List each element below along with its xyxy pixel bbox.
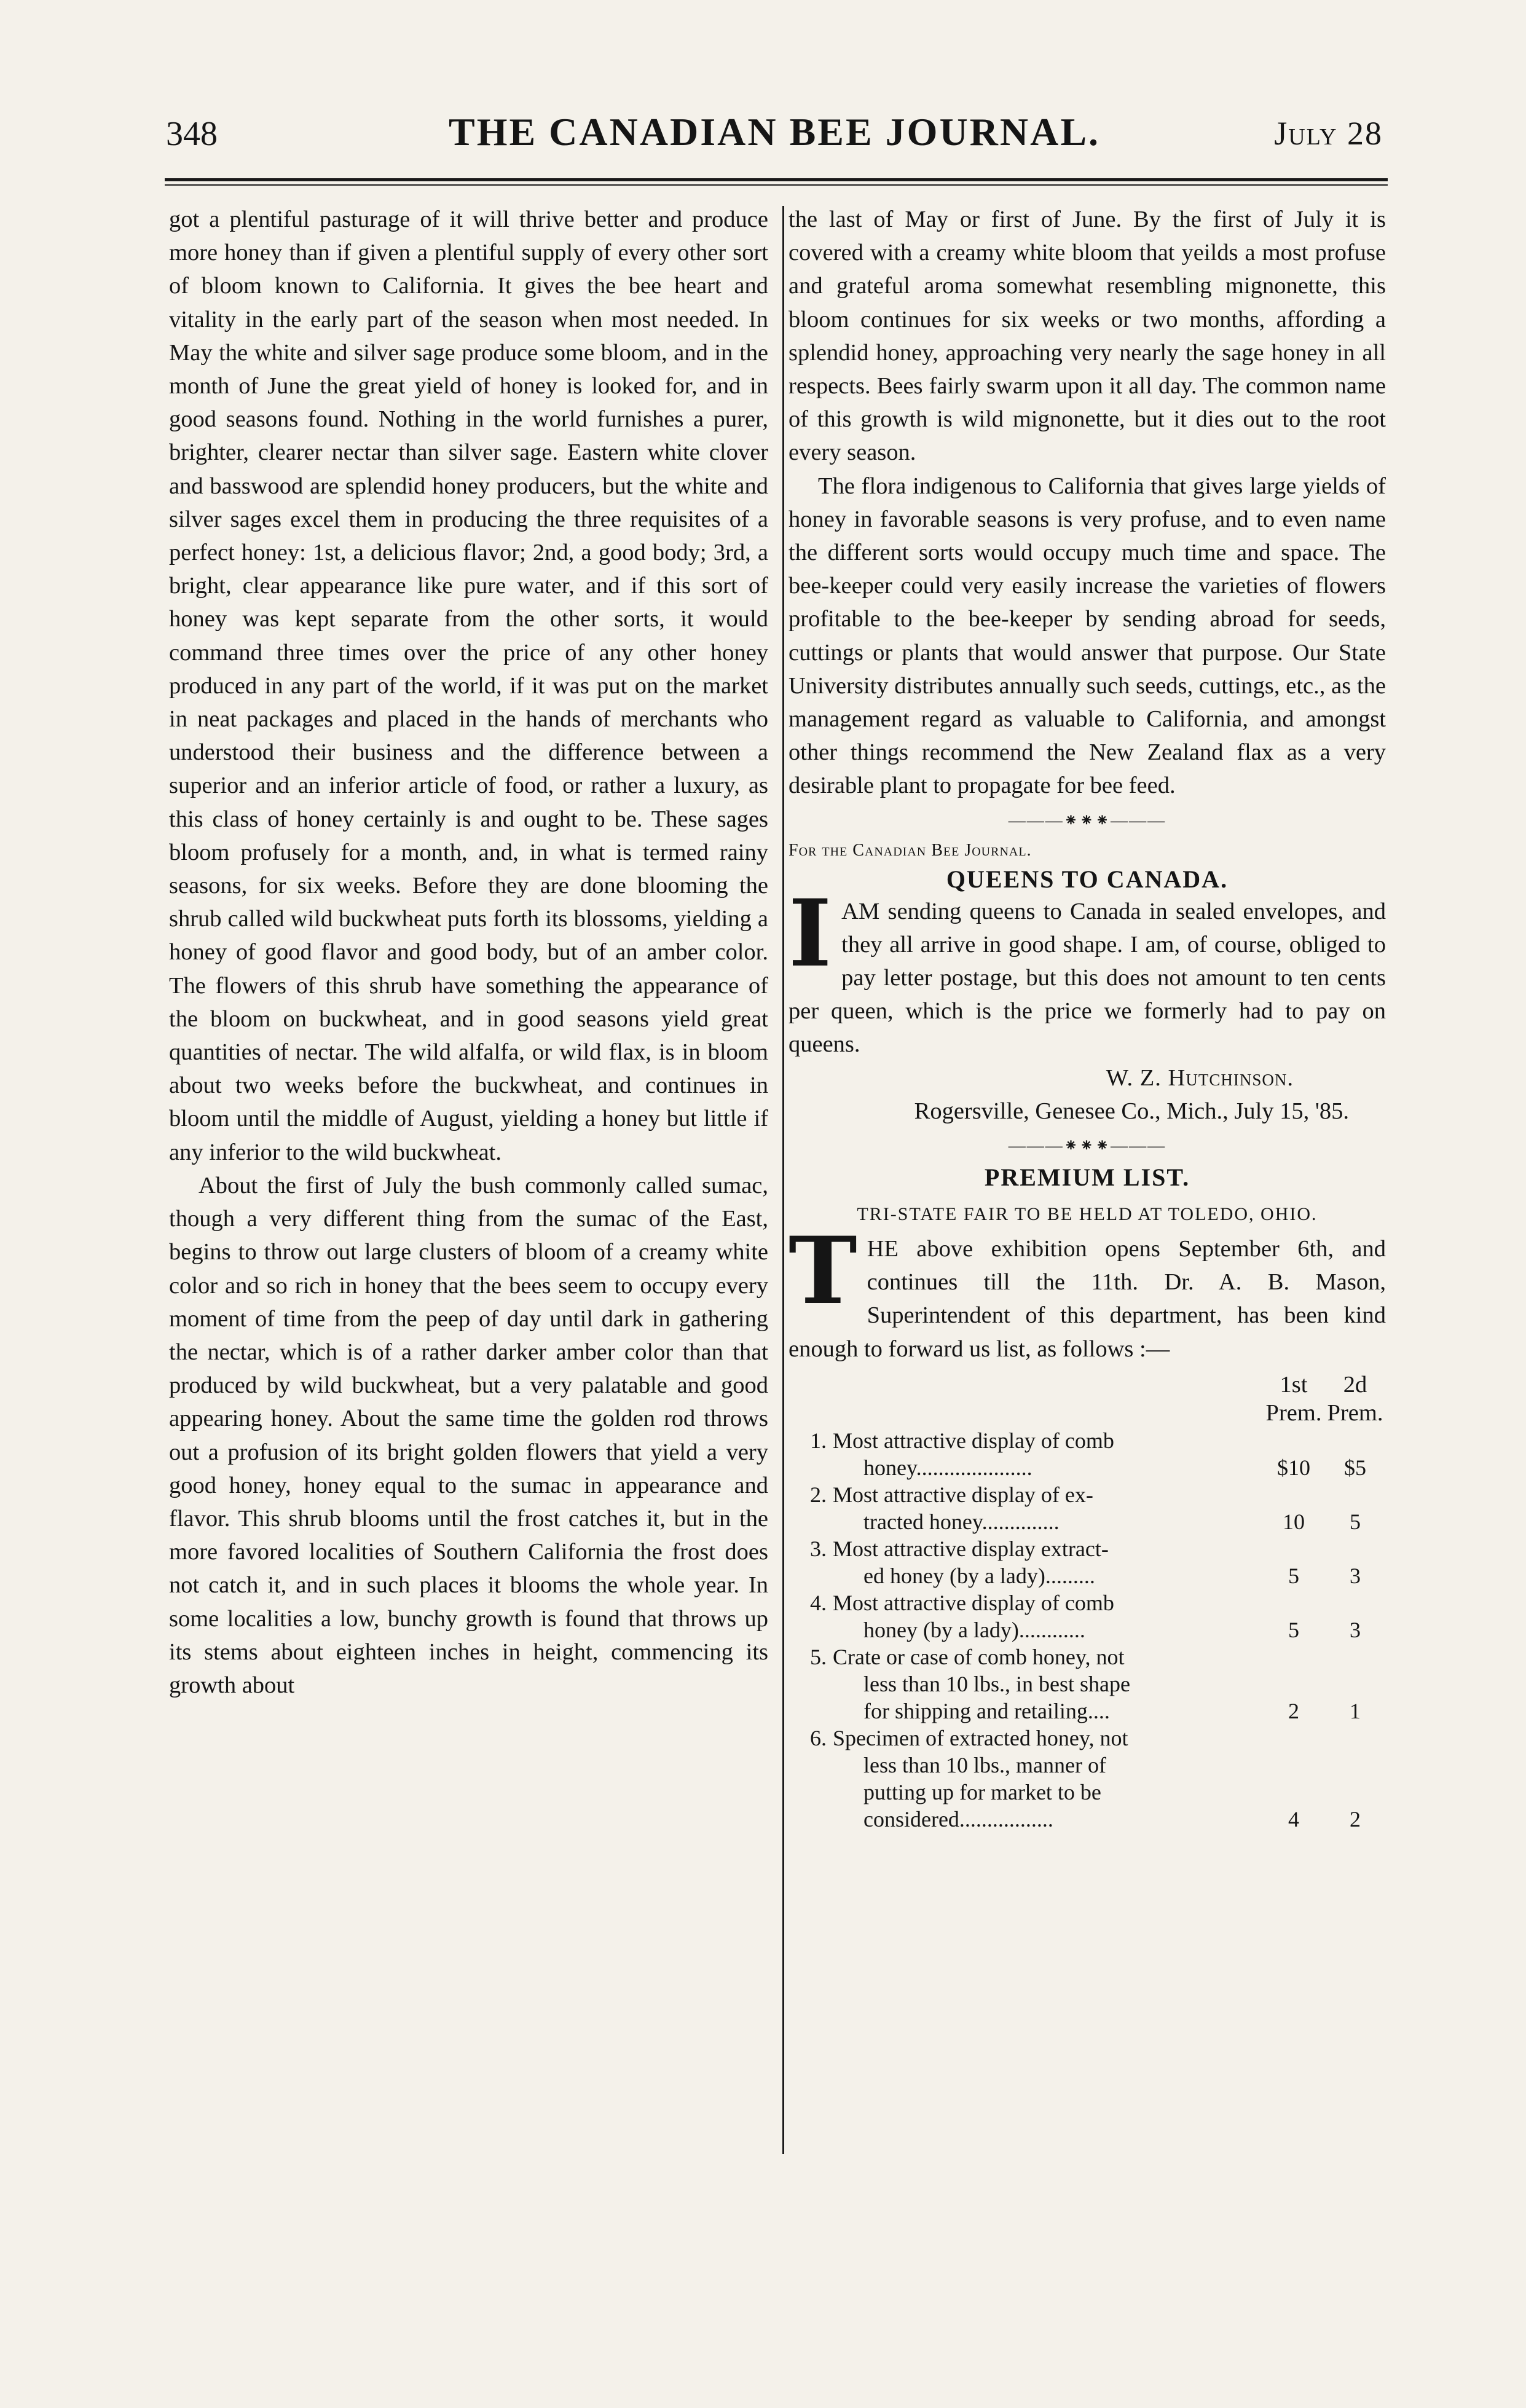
article-heading: QUEENS TO CANADA.: [946, 865, 1229, 893]
issue-date: July 28: [1274, 115, 1383, 152]
premium-item: [789, 1589, 1386, 1643]
first-premium-value: 5: [1288, 1563, 1299, 1588]
page-header: [166, 109, 1383, 171]
item-number: 5.: [810, 1644, 827, 1669]
item-number: 1.: [810, 1428, 827, 1453]
second-premium-header: 2d Prem.: [1327, 1371, 1383, 1426]
section-ornament: ———⁕⁕⁕———: [1008, 811, 1166, 830]
queens-letter: [789, 879, 1386, 1061]
second-premium-value: 2: [1350, 1806, 1361, 1832]
premium-item: [789, 1427, 1386, 1481]
article-paragraph: got a plentiful pasturage of it will thrive better and produce more honey than if given a plentiful supply of every other sort of bloom known to California. It gives the bee heart and vitality in the early part of the season when most needed. In May the white and silver sage produce some bloom, and in the month of June the great yield of honey is looked for, and in good seasons found. Nothing in the world furnishes a purer, brighter, clearer nectar than silver sage. Eastern white clover and basswood are splendid honey producers, but the white and silver sages excel them in producing the three requisites of a perfect honey: 1st, a delicious flavor; 2nd, a good body; 3rd, a bright, clear appearance like pure water, and if this sort of honey was kept separate from the other sorts, it would command three times over the price of any other honey produced in any part of the world, if it was put on the market in neat packages and placed in the hands of merchants who understood their business and the difference between a superior and an inferior article of food, or rather a luxury, as this class of honey certainly is and ought to be. These sages bloom profusely for a month, and, in what is termed rainy seasons, for six weeks. Before they are done blooming the shrub called wild buckwheat puts forth its blossoms, yielding a honey of good flavor and good body, but of an amber color. The flowers of this shrub have something the appearance of the bloom on buckwheat, and in good seasons yield great quantities of nectar. The wild alfalfa, or wild flax, is in bloom about two weeks before the buckwheat, and continues in bloom until the middle of August, yielding a honey but little if any inferior to the wild buckwheat.: [169, 207, 768, 1165]
article-paragraph: The flora indigenous to California that gives large yields of honey in favorable seasons is very profuse, and to even name the different sorts would occupy much time and space. The bee-keeper could very easily increase the varieties of flowers profitable to the bee-keeper by sending abroad for seeds, cuttings or plants that would answer that purpose. Our State University distributes annually such seeds, cuttings, etc., as the management regard as valuable to California, and amongst other things recommend the New Zealand flax as a very desirable plant to propagate for bee feed.: [789, 473, 1386, 799]
premium-list: [789, 1427, 1386, 1833]
item-description: Most attractive display extract- ed honey (by a lady).........: [833, 1536, 1109, 1588]
first-premium-header: 1st Prem.: [1265, 1371, 1322, 1426]
premium-item: [789, 1535, 1386, 1589]
premium-item: [789, 1643, 1386, 1725]
second-premium-value: 3: [1350, 1563, 1361, 1588]
letter-signature: W. Z. Hutchinson.: [1106, 1064, 1294, 1091]
article-paragraph: the last of May or first of June. By the first of July it is covered with a creamy white bloom that yeilds a most profuse and grateful aroma somewhat resembling mignonette, this bloom continues for six weeks or two months, affording a splendid honey, approaching very nearly the sage honey in all respects. Bees fairly swarm upon it all day. The common name of this growth is wild mignonette, but it dies out to the root every season.: [789, 207, 1386, 466]
article-paragraph: About the first of July the bush commonly called sumac, though a very different thing from the sumac of the East, begins to throw out large clusters of bloom of a creamy white color and so rich in honey that the bees seem to occupy every moment of time from the peep of day until dark in gathering the nectar, which is of a rather darker amber color than that produced by wild buckwheat, but a very palatable and good appearing honey. About the same time the golden rod throws out a profusion of its bright golden flowers that yield a very good honey, honey equal to the sumac in appearance and flavor. This shrub blooms until the frost catches it, but in the more favored localities of Southern California the frost does not catch it, and in such places it blooms the whole year. In some localities a low, bunchy growth is found that throws up its stems about eighteen inches in height, commencing its growth about: [169, 1172, 768, 1698]
section-ornament: ———⁕⁕⁕———: [1008, 1136, 1166, 1156]
intro-text: HE above exhibition opens September 6th, and continues till the 11th. Dr. A. B. Mason, Superintendent of this department, has been kind enough to forward us list, as follows :—: [789, 1236, 1386, 1362]
drop-cap: I: [789, 879, 832, 988]
article-subheading: TRI-STATE FAIR TO BE HELD AT TOLEDO, OHIO.: [857, 1204, 1318, 1225]
header-rule-thin: [165, 184, 1388, 186]
page-number: 348: [166, 115, 218, 153]
item-description: Most attractive display of comb honey (by a lady)............: [833, 1590, 1114, 1642]
left-column: [169, 203, 768, 1702]
article-heading: PREMIUM LIST.: [984, 1163, 1190, 1192]
first-premium-value: 5: [1288, 1617, 1299, 1642]
article-credit: For the Canadian Bee Journal.: [789, 840, 1032, 860]
second-premium-value: 1: [1350, 1698, 1361, 1723]
letter-dateline: Rogersville, Genesee Co., Mich., July 15, '85.: [914, 1098, 1349, 1124]
item-number: 4.: [810, 1590, 827, 1615]
item-description: Crate or case of comb honey, not less than 10 lbs., in best shape for shipping and retailing....: [833, 1644, 1130, 1723]
second-premium-value: $5: [1344, 1455, 1366, 1480]
item-description: Specimen of extracted honey, not less than 10 lbs., manner of putting up for market to be considered.................: [833, 1725, 1128, 1832]
item-number: 2.: [810, 1482, 827, 1507]
header-rule: [165, 178, 1388, 181]
premium-intro: [789, 1217, 1386, 1366]
item-description: Most attractive display of comb honey.....................: [833, 1428, 1114, 1480]
first-premium-value: 4: [1288, 1806, 1299, 1832]
column-divider: [782, 206, 784, 2154]
premium-item: [789, 1725, 1386, 1833]
drop-cap: T: [789, 1217, 857, 1326]
right-column: [789, 203, 1386, 1833]
premium-item: [789, 1481, 1386, 1535]
first-premium-value: 10: [1283, 1509, 1305, 1534]
journal-title: THE CANADIAN BEE JOURNAL.: [449, 110, 1100, 154]
second-premium-value: 5: [1350, 1509, 1361, 1534]
first-premium-value: 2: [1288, 1698, 1299, 1723]
second-premium-value: 3: [1350, 1617, 1361, 1642]
item-number: 6.: [810, 1725, 827, 1750]
premium-column-headers: [789, 1371, 1386, 1427]
first-premium-value: $10: [1277, 1455, 1310, 1480]
item-description: Most attractive display of ex- tracted honey..............: [833, 1482, 1093, 1534]
item-number: 3.: [810, 1536, 827, 1561]
letter-text: AM sending queens to Canada in sealed envelopes, and they all arrive in good shape. I am, of course, obliged to pay letter postage, but this does not amount to ten cents per queen, which is the price we formerly had to pay on queens.: [789, 898, 1386, 1058]
